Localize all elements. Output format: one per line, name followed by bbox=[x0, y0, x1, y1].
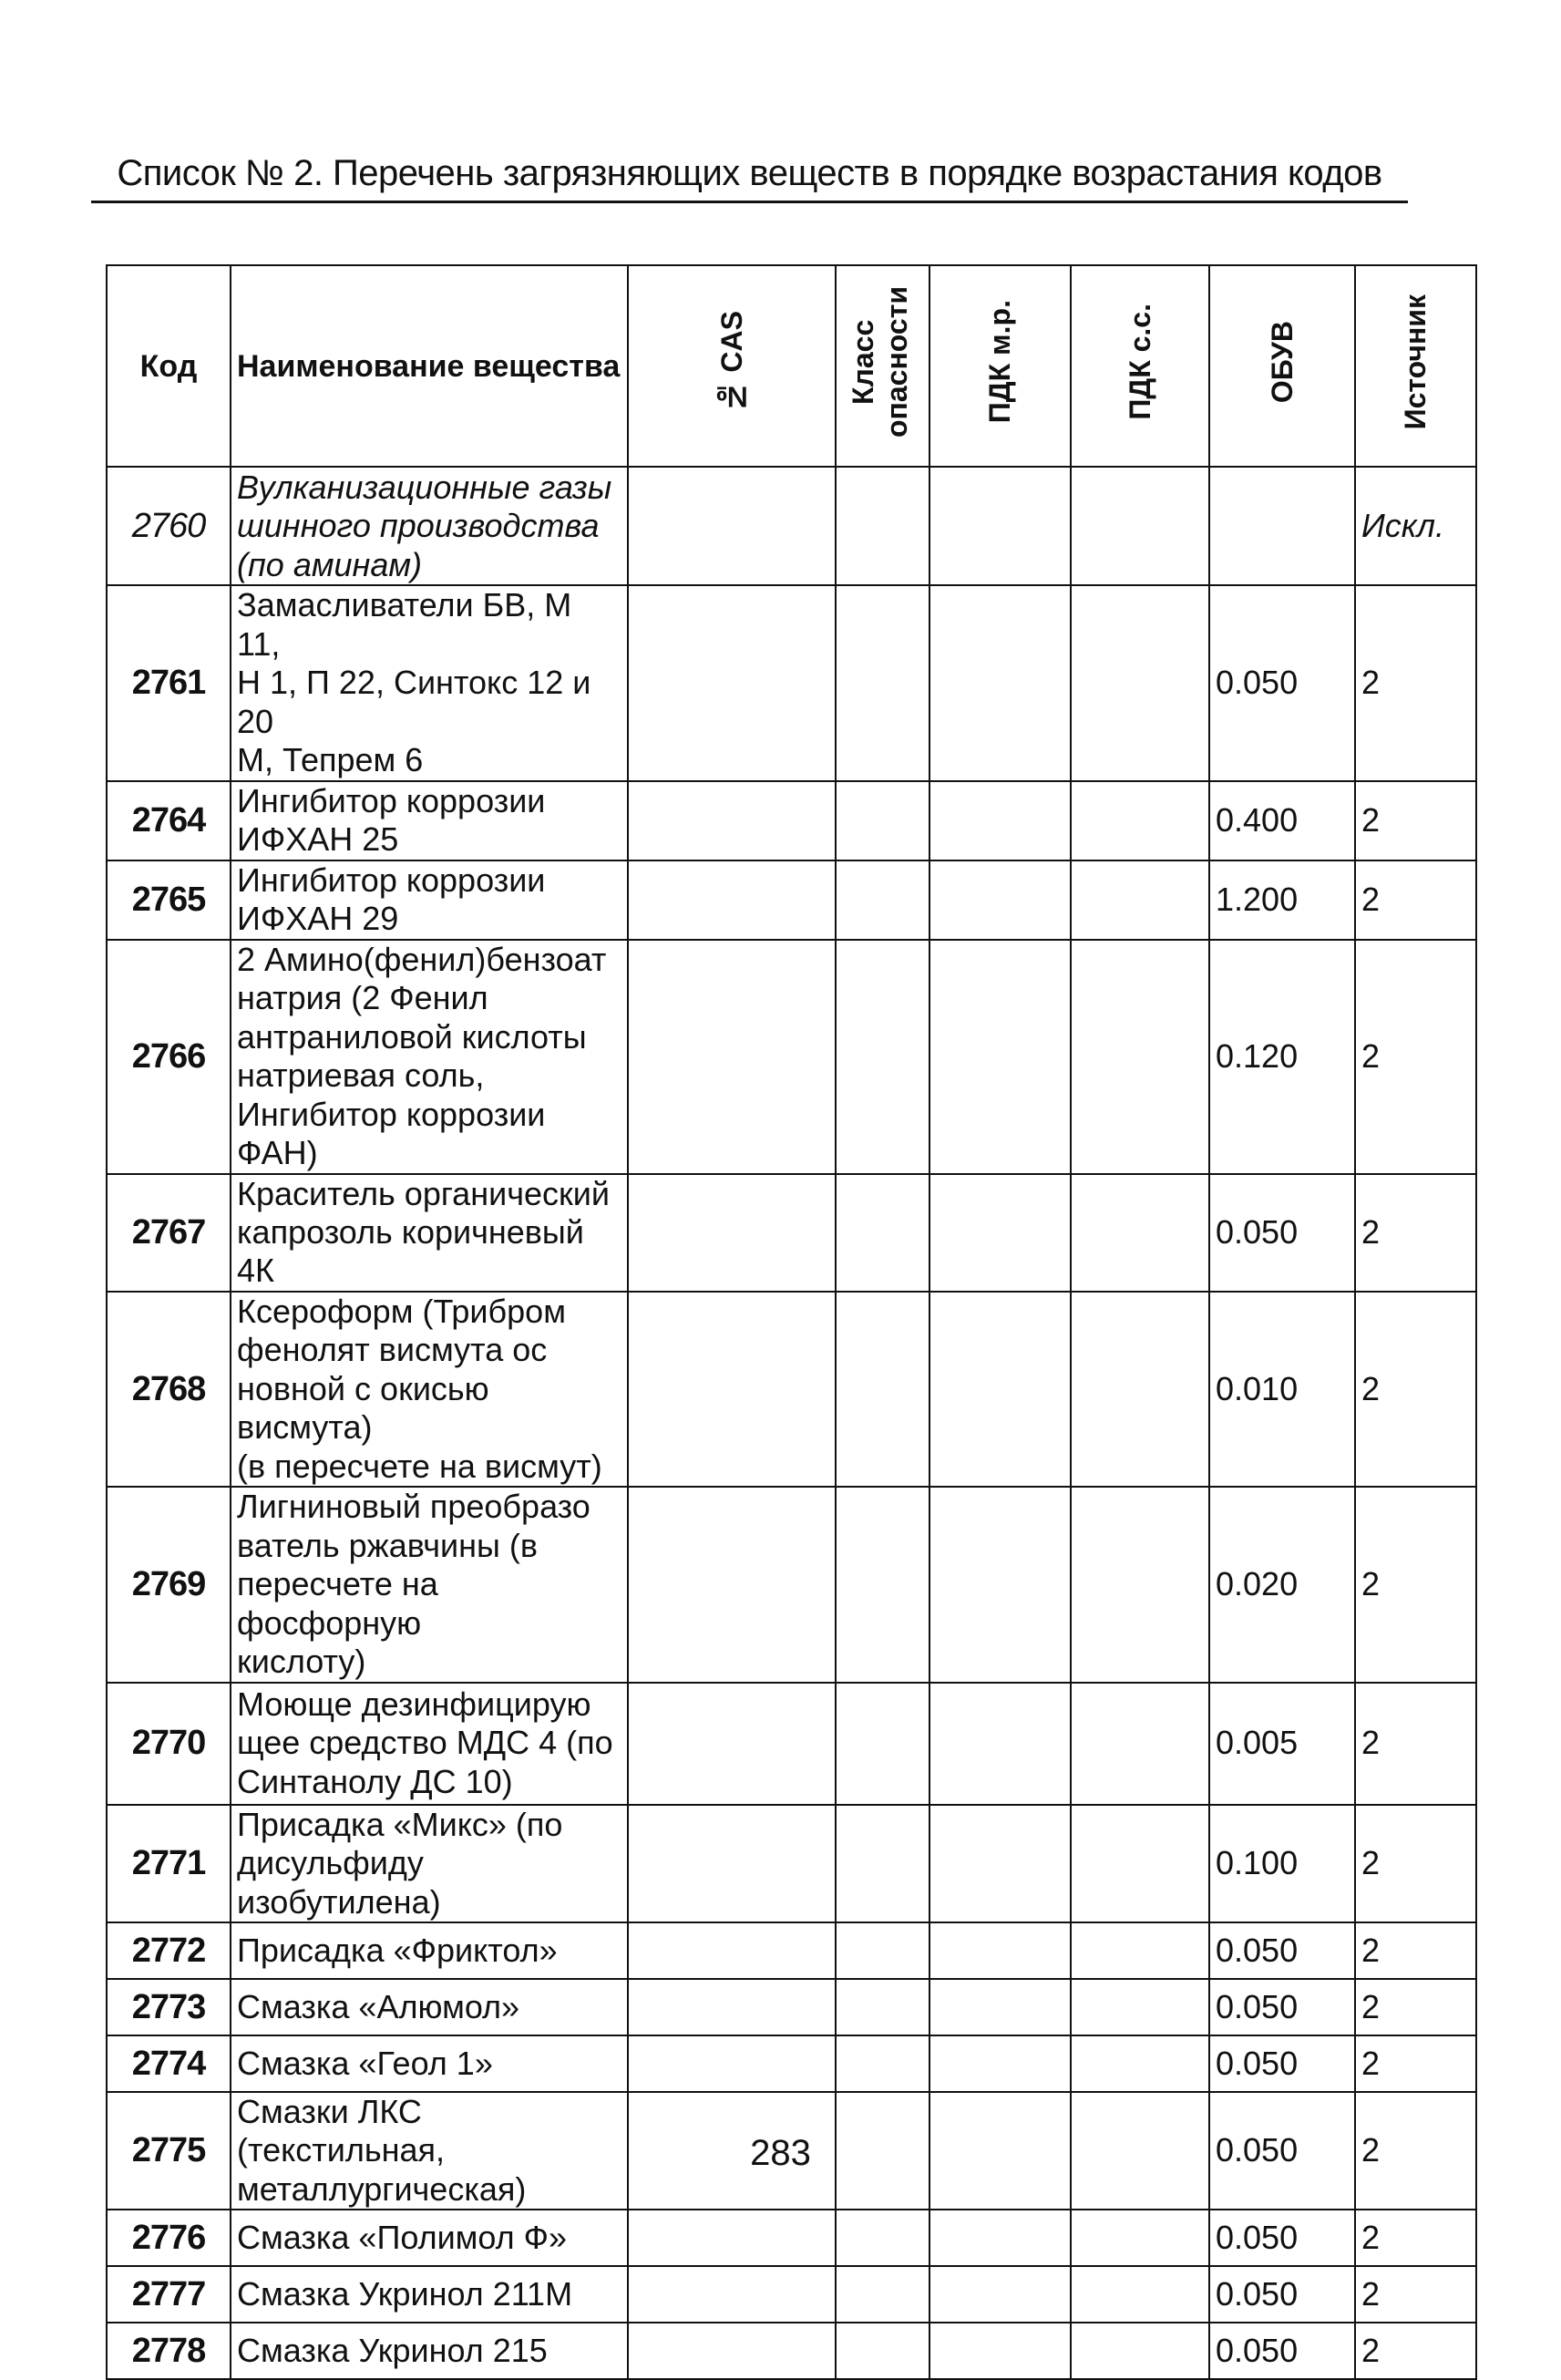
cell-code: 2771 bbox=[107, 1805, 231, 1922]
cell-cas bbox=[628, 2210, 836, 2266]
table-row bbox=[107, 860, 1476, 940]
cell-code: 2767 bbox=[107, 1174, 231, 1292]
header-hazard-class-cell bbox=[836, 265, 929, 467]
cell-pdk-mr bbox=[929, 860, 1071, 940]
cell-obuv: 0.050 bbox=[1209, 585, 1355, 780]
cell-pdk-ss bbox=[1071, 585, 1209, 780]
cell-source: 2 bbox=[1355, 1487, 1476, 1682]
cell-obuv: 0.050 bbox=[1209, 2266, 1355, 2323]
cell-name: Вулканизационные газы шинного производства (по аминам) bbox=[231, 467, 628, 585]
cell-obuv: 0.050 bbox=[1209, 2323, 1355, 2379]
cell-code: 2772 bbox=[107, 1922, 231, 1979]
cell-source: 2 bbox=[1355, 2323, 1476, 2379]
cell-code: 2774 bbox=[107, 2035, 231, 2092]
table-row bbox=[107, 1922, 1476, 1979]
cell-name: Смазка Укринол 215 bbox=[231, 2323, 628, 2379]
cell-hazard bbox=[836, 1683, 929, 1805]
cell-source: 2 bbox=[1355, 2210, 1476, 2266]
cell-name: Смазка «Алюмол» bbox=[231, 1979, 628, 2035]
cell-obuv: 0.010 bbox=[1209, 1292, 1355, 1487]
cell-name: Замасливатели БВ, М 11, Н 1, П 22, Синтокс 12 и 20 М, Тепрем 6 bbox=[231, 585, 628, 780]
cell-pdk-mr bbox=[929, 1805, 1071, 1922]
cell-code: 2769 bbox=[107, 1487, 231, 1682]
cell-hazard bbox=[836, 940, 929, 1174]
header-row bbox=[107, 265, 1476, 467]
header-pdk-mr-cell bbox=[929, 265, 1071, 467]
cell-hazard bbox=[836, 2323, 929, 2379]
cell-pdk-ss bbox=[1071, 2210, 1209, 2266]
cell-obuv: 0.050 bbox=[1209, 1979, 1355, 2035]
cell-pdk-ss bbox=[1071, 2035, 1209, 2092]
header-code: Код bbox=[107, 265, 231, 467]
cell-pdk-mr bbox=[929, 2323, 1071, 2379]
cell-code: 2770 bbox=[107, 1683, 231, 1805]
cell-name: Лигниновый преобразо ватель ржавчины (в пересчете на фосфорную кислоту) bbox=[231, 1487, 628, 1682]
cell-pdk-ss bbox=[1071, 1174, 1209, 1292]
cell-code: 2764 bbox=[107, 781, 231, 860]
cell-pdk-mr bbox=[929, 1487, 1071, 1682]
cell-cas bbox=[628, 1805, 836, 1922]
table-row bbox=[107, 781, 1476, 860]
header-cas: № CAS bbox=[714, 310, 748, 414]
cell-code: 2766 bbox=[107, 940, 231, 1174]
cell-hazard bbox=[836, 1487, 929, 1682]
cell-pdk-ss bbox=[1071, 2323, 1209, 2379]
page-title: Список № 2. Перечень загрязняющих веществ в порядке возрастания кодов bbox=[117, 153, 1382, 193]
cell-pdk-ss bbox=[1071, 1922, 1209, 1979]
cell-hazard bbox=[836, 585, 929, 780]
header-name: Наименование вещества bbox=[231, 265, 628, 467]
cell-obuv: 1.200 bbox=[1209, 860, 1355, 940]
cell-obuv: 0.050 bbox=[1209, 2035, 1355, 2092]
cell-cas bbox=[628, 585, 836, 780]
table-row bbox=[107, 1805, 1476, 1922]
cell-cas bbox=[628, 2035, 836, 2092]
cell-source: 2 bbox=[1355, 1922, 1476, 1979]
header-pdk-mr: ПДК м.р. bbox=[983, 300, 1017, 424]
cell-hazard bbox=[836, 1292, 929, 1487]
table-row bbox=[107, 1292, 1476, 1487]
cell-pdk-mr bbox=[929, 1979, 1071, 2035]
table-row bbox=[107, 1683, 1476, 1805]
cell-source: 2 bbox=[1355, 2092, 1476, 2210]
cell-pdk-ss bbox=[1071, 2266, 1209, 2323]
cell-name: Ингибитор коррозии ИФХАН 29 bbox=[231, 860, 628, 940]
cell-name: Ингибитор коррозии ИФХАН 25 bbox=[231, 781, 628, 860]
header-pdk-ss: ПДК с.с. bbox=[1123, 304, 1156, 420]
table-row bbox=[107, 940, 1476, 1174]
cell-pdk-mr bbox=[929, 1683, 1071, 1805]
cell-code: 2768 bbox=[107, 1292, 231, 1487]
cell-pdk-ss bbox=[1071, 467, 1209, 585]
cell-name: Ксероформ (Трибром фенолят висмута ос новной с окисью висмута) (в пересчете на висмут) bbox=[231, 1292, 628, 1487]
cell-cas bbox=[628, 1683, 836, 1805]
cell-name: Смазки ЛКС (текстильная, металлургическая) bbox=[231, 2092, 628, 2210]
cell-obuv: 0.050 bbox=[1209, 2210, 1355, 2266]
cell-hazard bbox=[836, 1979, 929, 2035]
header-obuv-cell bbox=[1209, 265, 1355, 467]
cell-source: 2 bbox=[1355, 1805, 1476, 1922]
cell-cas bbox=[628, 1292, 836, 1487]
cell-hazard bbox=[836, 2266, 929, 2323]
cell-obuv: 0.020 bbox=[1209, 1487, 1355, 1682]
cell-code: 2773 bbox=[107, 1979, 231, 2035]
cell-cas bbox=[628, 860, 836, 940]
cell-pdk-ss bbox=[1071, 860, 1209, 940]
cell-source: 2 bbox=[1355, 2035, 1476, 2092]
cell-pdk-mr bbox=[929, 940, 1071, 1174]
cell-pdk-ss bbox=[1071, 1805, 1209, 1922]
header-source: Источник bbox=[1399, 294, 1433, 430]
cell-code: 2778 bbox=[107, 2323, 231, 2379]
cell-pdk-mr bbox=[929, 781, 1071, 860]
cell-source: 2 bbox=[1355, 1174, 1476, 1292]
cell-obuv: 0.120 bbox=[1209, 940, 1355, 1174]
table-row bbox=[107, 2266, 1476, 2323]
cell-hazard bbox=[836, 2035, 929, 2092]
cell-hazard bbox=[836, 781, 929, 860]
header-obuv: ОБУВ bbox=[1265, 320, 1299, 404]
cell-cas bbox=[628, 1174, 836, 1292]
cell-source: 2 bbox=[1355, 2266, 1476, 2323]
header-source-cell bbox=[1355, 265, 1476, 467]
cell-pdk-mr bbox=[929, 2266, 1071, 2323]
cell-obuv: 0.400 bbox=[1209, 781, 1355, 860]
cell-obuv: 0.050 bbox=[1209, 2092, 1355, 2210]
cell-cas bbox=[628, 2323, 836, 2379]
table-row bbox=[107, 2035, 1476, 2092]
header-pdk-ss-cell bbox=[1071, 265, 1209, 467]
cell-pdk-ss bbox=[1071, 1683, 1209, 1805]
cell-obuv: 0.100 bbox=[1209, 1805, 1355, 1922]
table-row bbox=[107, 1487, 1476, 1682]
cell-hazard bbox=[836, 1805, 929, 1922]
cell-name: Моюще дезинфицирую щее средство МДС 4 (по Синтанолу ДС 10) bbox=[231, 1683, 628, 1805]
page-number: 283 bbox=[750, 2133, 811, 2173]
cell-source: Искл. bbox=[1355, 467, 1476, 585]
cell-code: 2776 bbox=[107, 2210, 231, 2266]
table-row bbox=[107, 1979, 1476, 2035]
cell-pdk-mr bbox=[929, 2210, 1071, 2266]
table-row bbox=[107, 585, 1476, 780]
cell-pdk-ss bbox=[1071, 940, 1209, 1174]
substances-table bbox=[106, 264, 1477, 2380]
cell-obuv: 0.050 bbox=[1209, 1174, 1355, 1292]
cell-source: 2 bbox=[1355, 1292, 1476, 1487]
cell-pdk-mr bbox=[929, 1292, 1071, 1487]
cell-obuv: 0.050 bbox=[1209, 1922, 1355, 1979]
cell-name: Смазка «Полимол Ф» bbox=[231, 2210, 628, 2266]
cell-pdk-mr bbox=[929, 1174, 1071, 1292]
cell-cas bbox=[628, 1922, 836, 1979]
cell-cas bbox=[628, 467, 836, 585]
title-rule bbox=[91, 201, 1408, 203]
cell-name: Смазка Укринол 211М bbox=[231, 2266, 628, 2323]
cell-code: 2765 bbox=[107, 860, 231, 940]
cell-code: 2760 bbox=[107, 467, 231, 585]
cell-source: 2 bbox=[1355, 1683, 1476, 1805]
cell-pdk-mr bbox=[929, 585, 1071, 780]
cell-obuv bbox=[1209, 467, 1355, 585]
cell-hazard bbox=[836, 1174, 929, 1292]
cell-name: Смазка «Геол 1» bbox=[231, 2035, 628, 2092]
cell-pdk-mr bbox=[929, 467, 1071, 585]
cell-source: 2 bbox=[1355, 781, 1476, 860]
table-row bbox=[107, 467, 1476, 585]
header-cas-cell bbox=[628, 265, 836, 467]
cell-source: 2 bbox=[1355, 860, 1476, 940]
cell-hazard bbox=[836, 467, 929, 585]
cell-name: Краситель органический капрозоль коричневый 4К bbox=[231, 1174, 628, 1292]
cell-hazard bbox=[836, 2210, 929, 2266]
cell-cas bbox=[628, 940, 836, 1174]
cell-source: 2 bbox=[1355, 585, 1476, 780]
cell-pdk-ss bbox=[1071, 781, 1209, 860]
cell-obuv: 0.005 bbox=[1209, 1683, 1355, 1805]
cell-pdk-mr bbox=[929, 1922, 1071, 1979]
cell-pdk-ss bbox=[1071, 1292, 1209, 1487]
cell-cas bbox=[628, 1979, 836, 2035]
table-row bbox=[107, 1174, 1476, 1292]
cell-code: 2761 bbox=[107, 585, 231, 780]
cell-pdk-ss bbox=[1071, 1487, 1209, 1682]
cell-code: 2777 bbox=[107, 2266, 231, 2323]
cell-name: 2 Амино(фенил)бензоат натрия (2 Фенил антраниловой кислоты натриевая соль, Ингибитор коррозии ФАН) bbox=[231, 940, 628, 1174]
table-row bbox=[107, 2210, 1476, 2266]
header-hazard-class: Класс опасности bbox=[846, 285, 913, 438]
cell-hazard bbox=[836, 860, 929, 940]
cell-hazard bbox=[836, 1922, 929, 1979]
cell-source: 2 bbox=[1355, 1979, 1476, 2035]
cell-cas bbox=[628, 1487, 836, 1682]
table-row bbox=[107, 2323, 1476, 2379]
cell-name: Присадка «Микс» (по дисульфиду изобутилена) bbox=[231, 1805, 628, 1922]
cell-cas bbox=[628, 781, 836, 860]
cell-pdk-mr bbox=[929, 2035, 1071, 2092]
cell-source: 2 bbox=[1355, 940, 1476, 1174]
cell-pdk-ss bbox=[1071, 1979, 1209, 2035]
cell-code: 2775 bbox=[107, 2092, 231, 2210]
cell-cas bbox=[628, 2266, 836, 2323]
cell-name: Присадка «Фриктол» bbox=[231, 1922, 628, 1979]
